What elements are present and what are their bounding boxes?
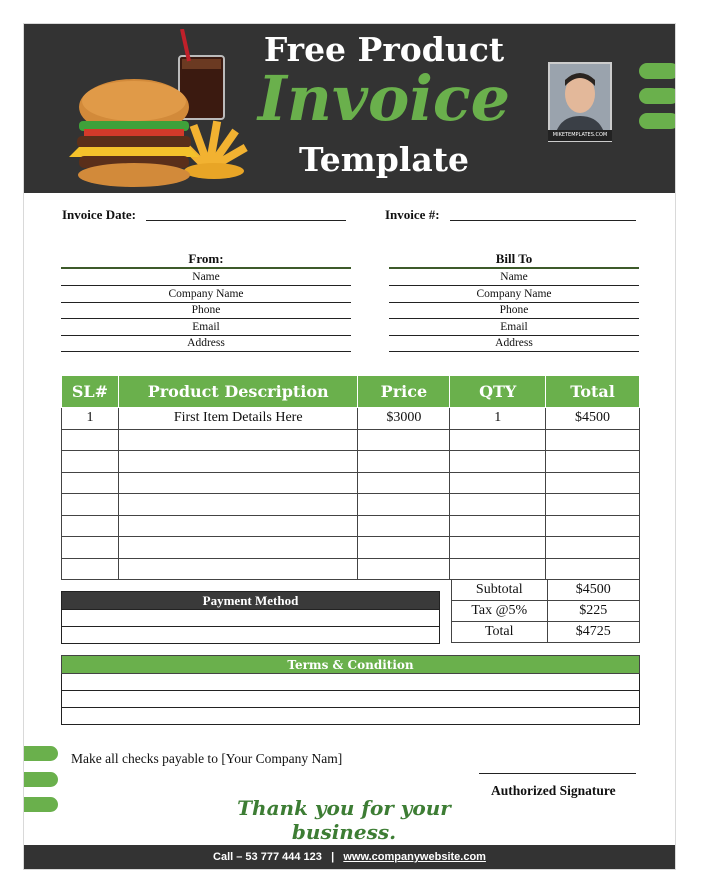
cell-total[interactable] [546,451,640,473]
header-banner [24,24,675,193]
footer-separator: | [331,851,335,863]
terms-field[interactable] [62,691,640,708]
cell-description[interactable] [118,515,358,537]
cell-sl[interactable] [62,451,119,473]
payment-method-field[interactable] [62,627,440,644]
total-label: Total [452,622,548,643]
cell-description[interactable] [118,472,358,494]
burger-fries-image [49,29,249,189]
checks-payable-note: Make all checks payable to [Your Company Nam] [71,751,343,766]
total-value[interactable]: $4725 [547,622,639,643]
col-header-total: Total [546,376,640,408]
cell-qty[interactable] [450,472,546,494]
cell-total[interactable] [546,558,640,580]
table-row [62,429,640,451]
title-line-3: Template [299,140,469,179]
from-title: From: [188,251,224,266]
signature-line[interactable] [479,773,636,774]
cell-sl[interactable] [62,472,119,494]
cell-price[interactable] [358,558,450,580]
col-header-sl: SL# [62,376,119,408]
decor-bar [23,746,58,761]
cell-description[interactable]: First Item Details Here [118,408,358,430]
cell-total[interactable]: $4500 [546,408,640,430]
cell-sl[interactable] [62,558,119,580]
col-header-description: Product Description [118,376,358,408]
cell-sl[interactable]: 1 [62,408,119,430]
cell-qty[interactable] [450,451,546,473]
cell-price[interactable] [358,472,450,494]
col-header-price: Price [358,376,450,408]
payment-method-table [61,591,440,644]
bill-to-title: Bill To [495,251,533,266]
table-row [62,515,640,537]
table-row [62,537,640,559]
invoice-number-label: Invoice #: [385,207,440,222]
tax-row [452,601,640,622]
cell-sl[interactable] [62,429,119,451]
thank-you-message: Thank you for your business. [237,796,451,844]
from-address[interactable]: Address [61,335,351,352]
items-table [61,375,640,580]
terms-title: Terms & Condition [62,656,640,674]
invoice-page [23,23,676,870]
col-header-qty: QTY [450,376,546,408]
bill-to-divider [389,253,639,269]
photo-caption: MIKETEMPLATES.COM [548,130,612,141]
cell-price[interactable] [358,451,450,473]
cell-qty[interactable] [450,537,546,559]
items-header-row [62,376,640,408]
bill-to-address[interactable]: Address [389,335,639,352]
authorized-signature-label: Authorized Signature [491,783,616,798]
from-phone[interactable]: Phone [61,302,351,319]
decor-bar [23,797,58,812]
bill-to-company[interactable]: Company Name [389,286,639,303]
bill-to-phone[interactable]: Phone [389,302,639,319]
cell-price[interactable] [358,515,450,537]
invoice-date-field[interactable] [146,204,346,221]
cell-total[interactable] [546,515,640,537]
title-line-2: Invoice [257,62,511,135]
table-row [62,408,640,430]
invoice-date-label: Invoice Date: [62,207,137,222]
cell-price[interactable] [358,537,450,559]
cell-price[interactable]: $3000 [358,408,450,430]
footer-bar [24,845,675,869]
cell-description[interactable] [118,451,358,473]
cell-description[interactable] [118,429,358,451]
subtotal-row [452,580,640,601]
cell-qty[interactable] [450,515,546,537]
person-icon [550,64,610,140]
invoice-number-field[interactable] [450,204,636,221]
table-row [62,558,640,580]
cell-total[interactable] [546,472,640,494]
terms-table [61,655,640,725]
subtotal-label: Subtotal [452,580,548,601]
bill-to-name[interactable]: Name [389,269,639,286]
cell-total[interactable] [546,429,640,451]
cell-price[interactable] [358,494,450,516]
table-row [62,494,640,516]
bill-to-email[interactable]: Email [389,319,639,336]
from-name[interactable]: Name [61,269,351,286]
cell-sl[interactable] [62,537,119,559]
cell-description[interactable] [118,537,358,559]
table-row [62,451,640,473]
cell-description[interactable] [118,494,358,516]
totals-table [451,579,640,643]
footer-phone: Call – 53 777 444 123 [213,851,322,863]
terms-field[interactable] [62,674,640,691]
cell-price[interactable] [358,429,450,451]
total-row [452,622,640,643]
cell-total[interactable] [546,537,640,559]
table-row [62,472,640,494]
from-company[interactable]: Company Name [61,286,351,303]
cell-qty[interactable]: 1 [450,408,546,430]
decor-bar [23,772,58,787]
payment-method-title: Payment Method [62,592,440,610]
tax-value[interactable]: $225 [547,601,639,622]
decor-bar [639,63,676,79]
cell-qty[interactable] [450,494,546,516]
subtotal-value[interactable]: $4500 [547,580,639,601]
from-divider [61,253,351,269]
tax-label: Tax @5% [452,601,548,622]
from-email[interactable]: Email [61,319,351,336]
cell-sl[interactable] [62,494,119,516]
decor-bar [639,88,676,104]
cell-qty[interactable] [450,429,546,451]
cell-sl[interactable] [62,515,119,537]
terms-field[interactable] [62,708,640,725]
title-line-1: Free Product [263,30,505,69]
decor-bar [639,113,676,129]
cell-qty[interactable] [450,558,546,580]
footer-website-link[interactable]: www.companywebsite.com [343,851,486,863]
cell-description[interactable] [118,558,358,580]
payment-method-field[interactable] [62,610,440,627]
cell-total[interactable] [546,494,640,516]
